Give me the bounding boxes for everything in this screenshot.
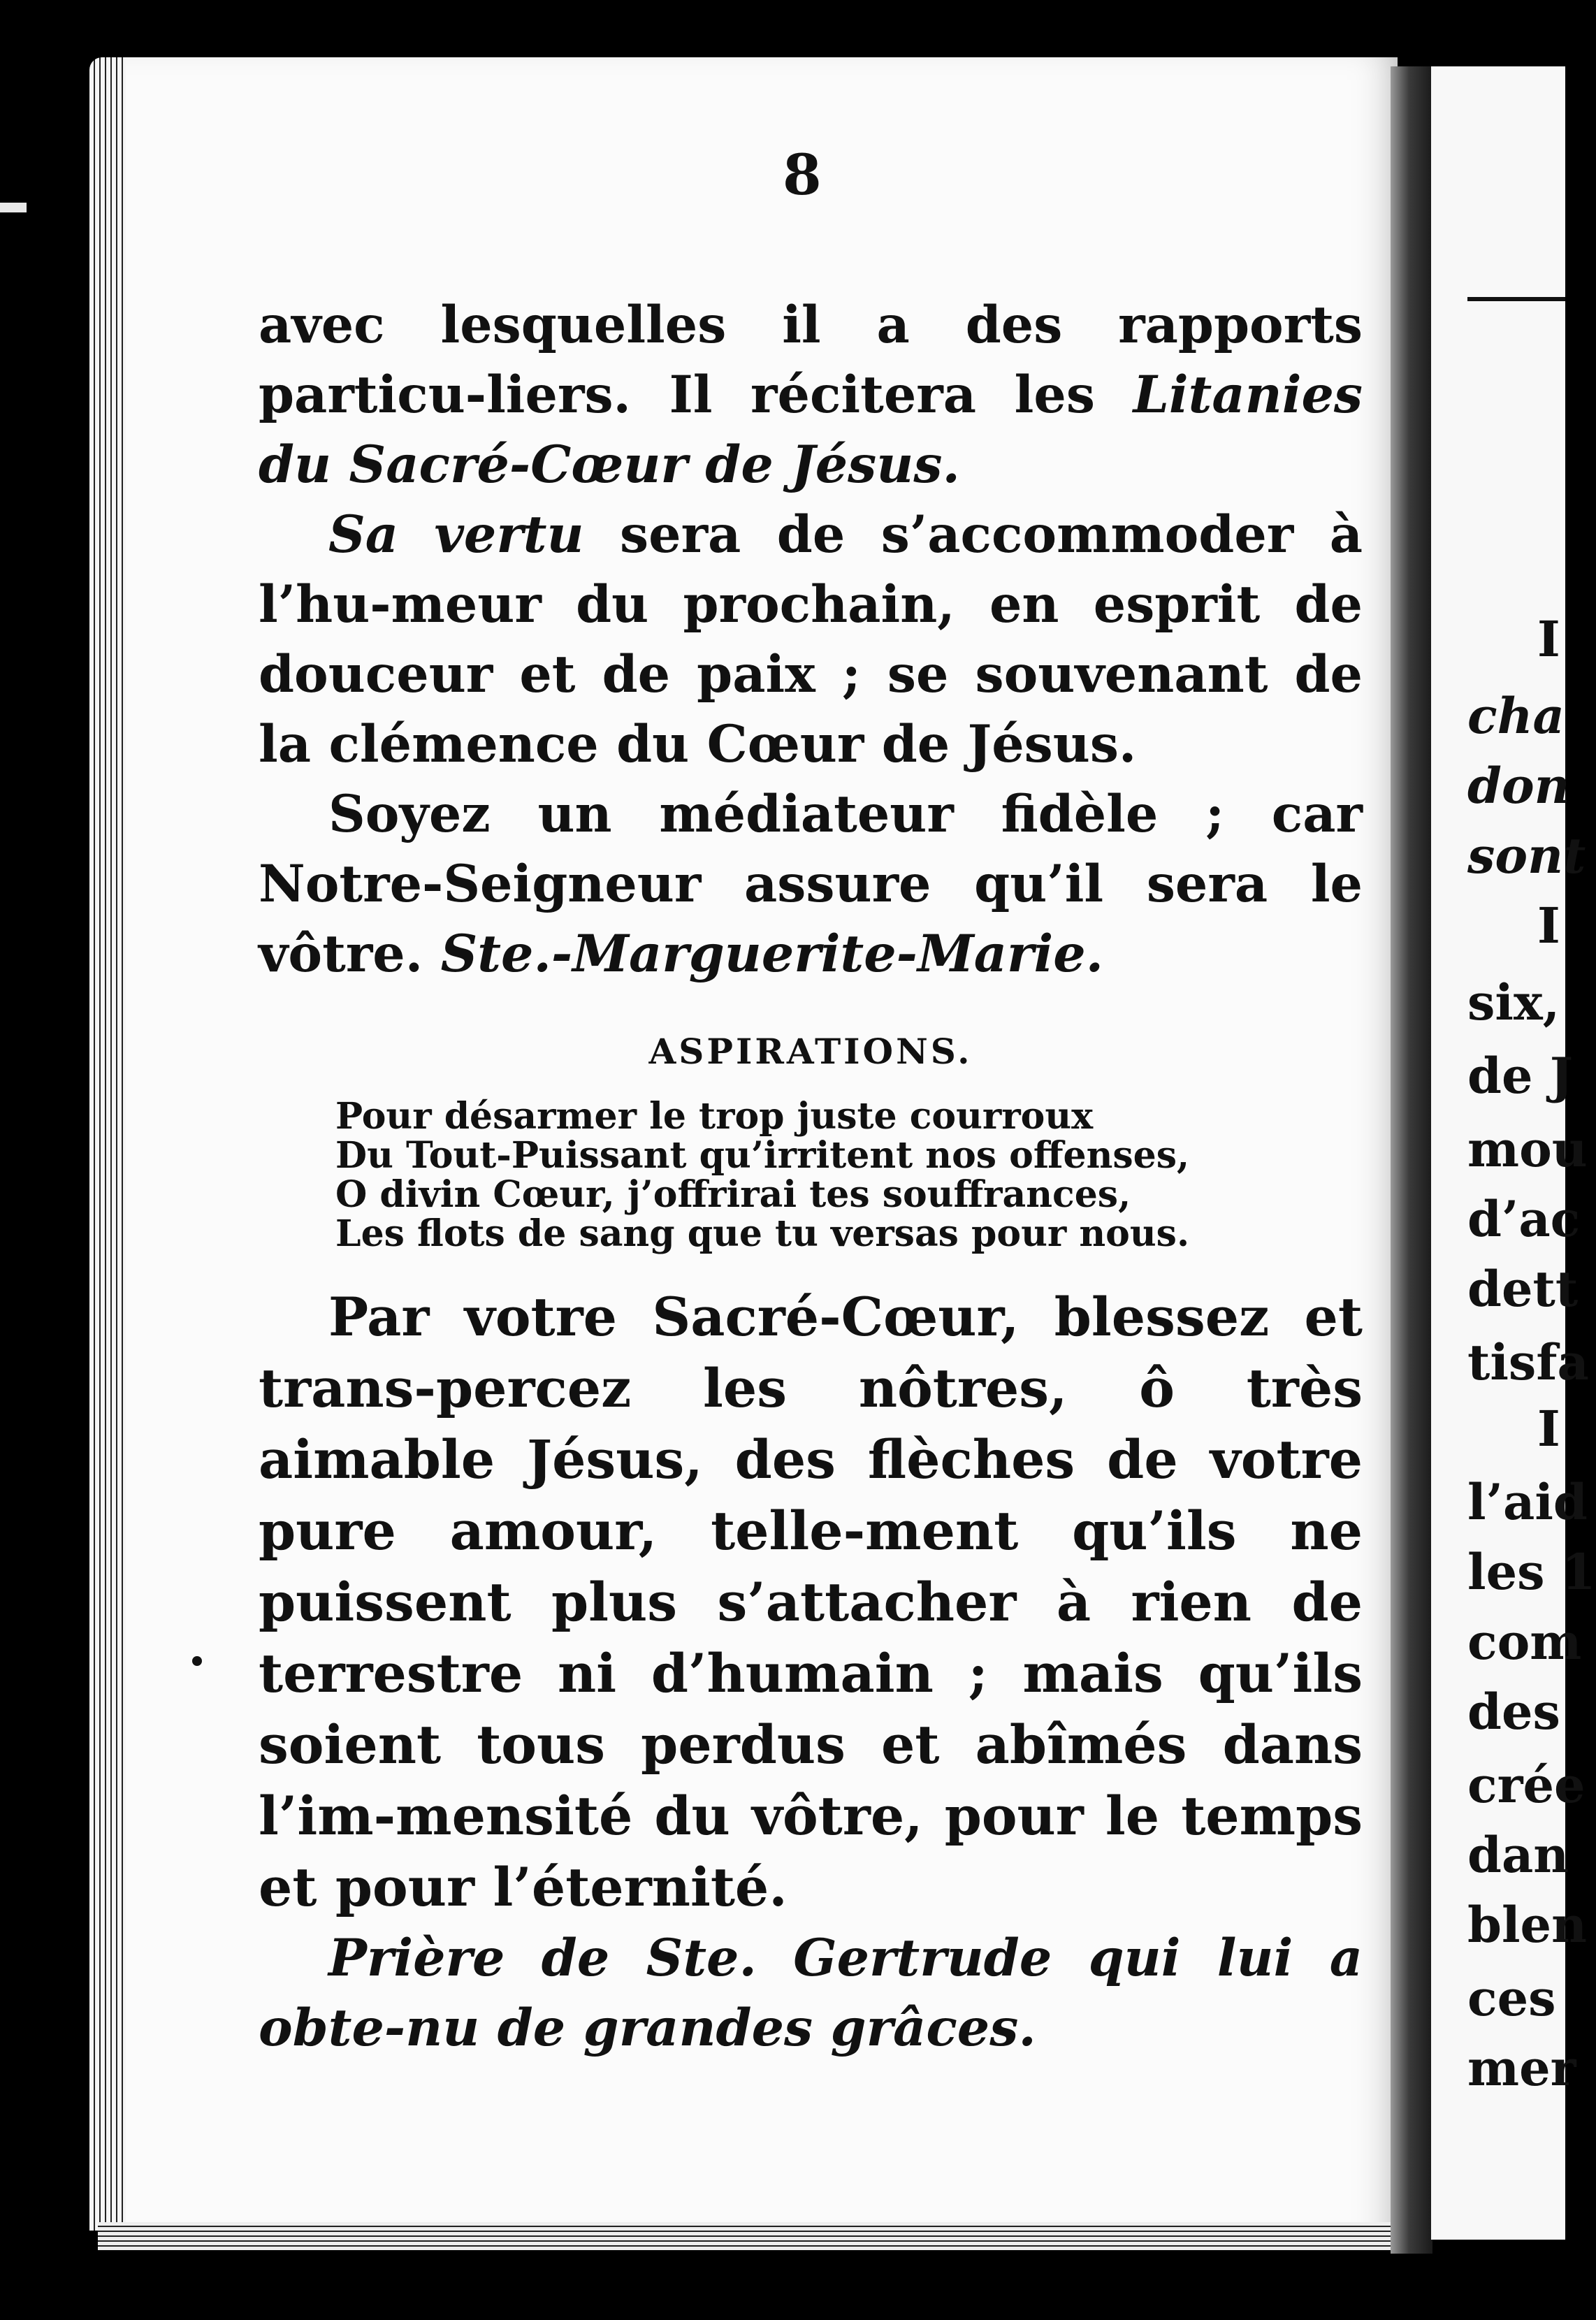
right-page-line: crée: [1467, 1756, 1586, 1814]
paragraph-1-italic: Litanies du Sacré-Cœur de Jésus.: [259, 365, 1363, 495]
margin-dot: [192, 1656, 202, 1666]
page-number: 8: [783, 142, 822, 208]
page-stack-edges: [89, 57, 131, 2231]
paragraph-2-italic: Sa vertu: [328, 505, 584, 565]
page-text: [259, 290, 1363, 2063]
page-bottom-edges: [98, 2222, 1419, 2250]
right-page-line: l’aid: [1467, 1473, 1588, 1531]
right-page-line: blen: [1467, 1896, 1587, 1954]
prayer-caption: Prière de Ste. Gertrude qui lui a obte-nu de grandes grâces.: [259, 1928, 1363, 2058]
verse-line: O divin Cœur, j’offrirai tes souffrances,: [335, 1173, 1131, 1216]
paragraph-2-text: sera de s’accommoder à l’hu-meur du prochain, en esprit de douceur et de paix ; se souvenant de la clémence du Cœur de Jésus.: [259, 505, 1363, 774]
right-page-line: cha: [1467, 687, 1565, 745]
verse-line: Pour désarmer le trop juste courroux: [335, 1095, 1094, 1138]
right-page-line: com: [1467, 1613, 1582, 1671]
right-page-line: sont: [1467, 827, 1586, 885]
paragraph-3: [259, 779, 1363, 989]
right-page-rule: [1467, 297, 1565, 301]
right-page-line: d’ac: [1467, 1190, 1581, 1248]
book-gutter: [1391, 66, 1432, 2254]
right-page-line: ces: [1467, 1969, 1556, 2027]
right-page-line: six,: [1467, 973, 1560, 1031]
prayer-block: [259, 1282, 1363, 1923]
right-page-line: mou: [1467, 1120, 1588, 1178]
paragraph-1: [259, 290, 1363, 500]
right-page-line: tisfa: [1467, 1333, 1589, 1391]
right-page-line: mer: [1467, 2039, 1576, 2097]
paragraph-1-text: avec lesquelles il a des rapports particu-liers. Il récitera les: [259, 295, 1363, 425]
right-page-line: dan: [1467, 1826, 1569, 1884]
scan-edge-mark: [0, 203, 27, 212]
right-page-line: I: [1537, 1400, 1560, 1458]
right-page-line: de J: [1467, 1047, 1573, 1105]
prayer-paragraph: Par votre Sacré-Cœur, blessez et trans-percez les nôtres, ô très aimable Jésus, des flèches de votre pure amour, telle-ment qu’ils ne puissent plus s’attacher à rien de terrestre ni d’humain ; mais qu’ils soient tous perdus et abîmés dans l’im-mensité du vôtre, pour le temps et pour l’éternité.: [259, 1286, 1363, 1918]
right-page-line: I: [1537, 897, 1560, 955]
verse-line: Les flots de sang que tu versas pour nous.: [335, 1212, 1190, 1255]
verse-block: [259, 1097, 1363, 1254]
right-page-line: les 1: [1467, 1543, 1596, 1601]
paragraph-2: [259, 500, 1363, 779]
section-heading: ASPIRATIONS.: [648, 1031, 973, 1072]
paragraph-3-italic: Ste.-Marguerite-Marie.: [440, 924, 1104, 984]
verse-line: Du Tout-Puissant qu’irritent nos offenses,: [335, 1134, 1190, 1177]
paragraph-3-text: Soyez un médiateur fidèle ; car Notre-Seigneur assure qu’il sera le vôtre.: [259, 784, 1363, 984]
right-page-line: des: [1467, 1683, 1560, 1741]
right-page-line: I: [1537, 610, 1560, 668]
right-page-line: don: [1467, 757, 1570, 815]
right-page-line: dett: [1467, 1260, 1579, 1318]
